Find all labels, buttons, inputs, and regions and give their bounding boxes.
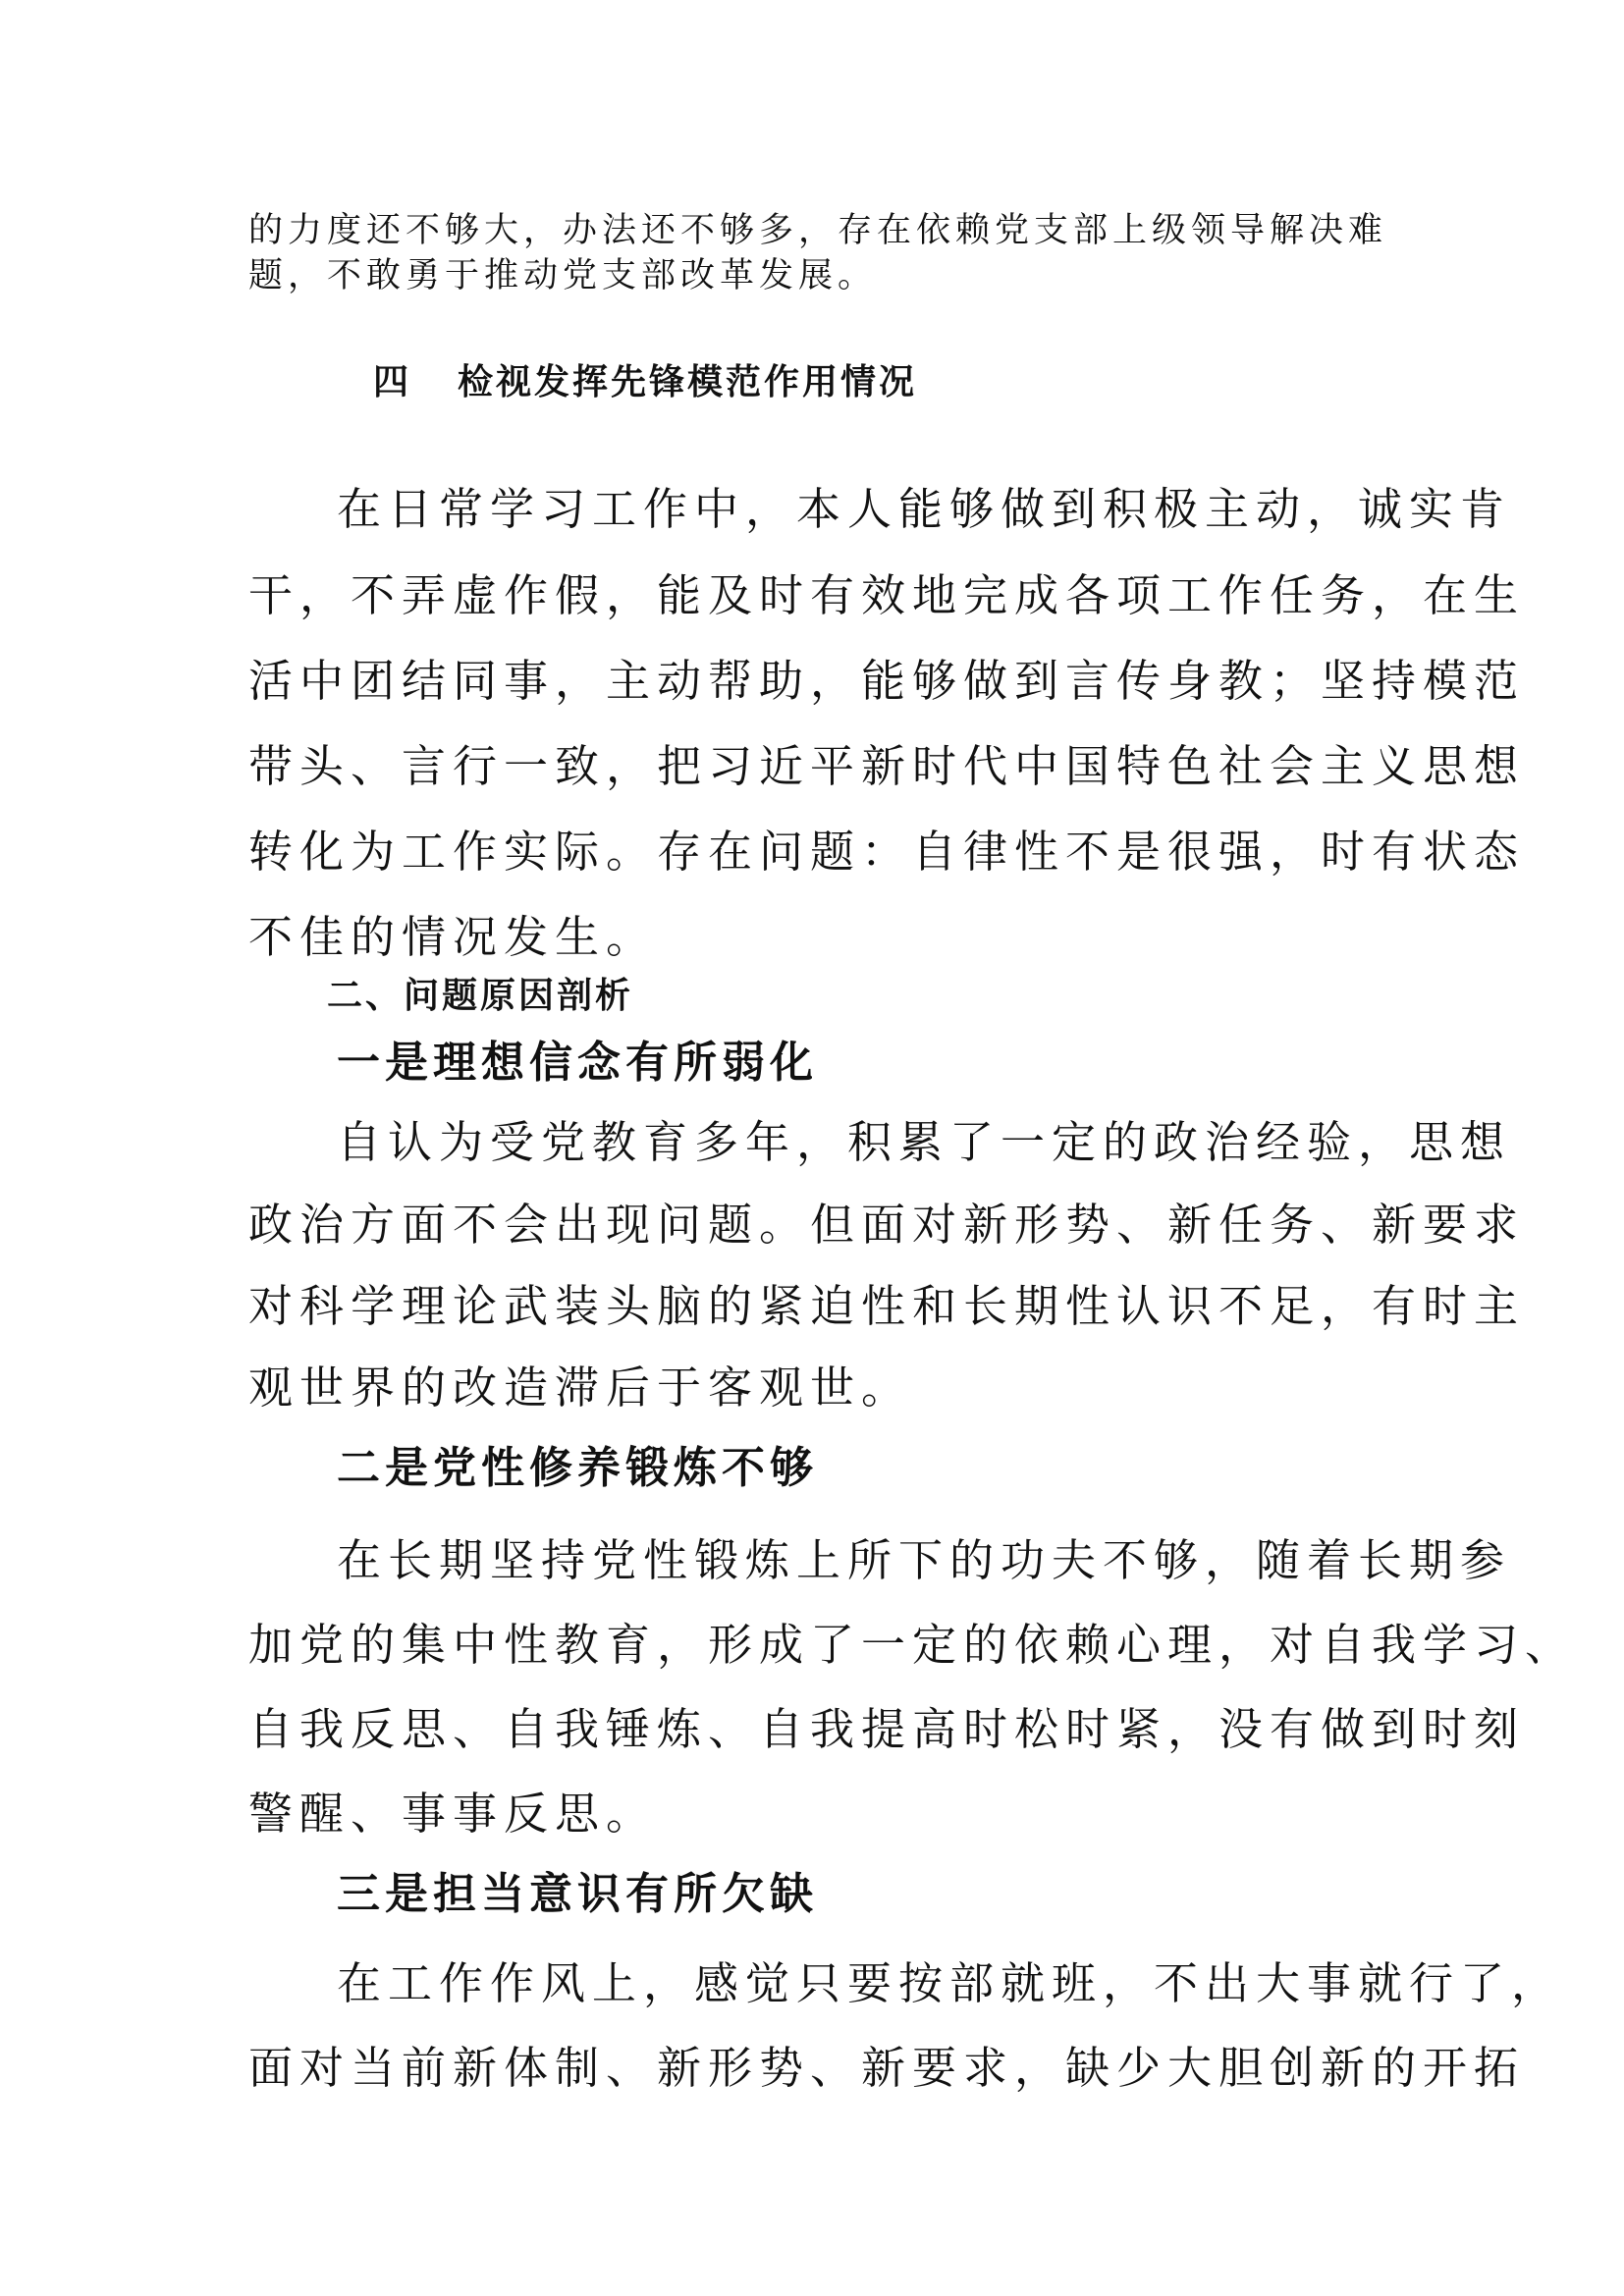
subsection-heading: 三是担当意识有所欠缺: [337, 1869, 818, 1919]
paragraph-line: 面对当前新体制、新形势、新要求，缺少大胆创新的开拓: [248, 2042, 1526, 2094]
paragraph-line: 的力度还不够大，办法还不够多，存在依赖党支部上级领导解决难: [248, 211, 1388, 250]
subsection-heading: 二是党性修养锻炼不够: [337, 1443, 818, 1493]
subsection-heading: 一是理想信念有所弱化: [337, 1038, 818, 1088]
paragraph-line: 在工作作风上，感觉只要按部就班，不出大事就行了，: [337, 1957, 1563, 2009]
section-heading: 二、问题原因剖析: [327, 976, 634, 1016]
paragraph-line: 在日常学习工作中，本人能够做到积极主动，诚实肯: [337, 483, 1512, 535]
section-heading: 检视发挥先锋模范作用情况: [458, 362, 918, 402]
paragraph-line: 加党的集中性教育，形成了一定的依赖心理，对自我学习、: [248, 1619, 1577, 1671]
paragraph-line: 干，不弄虚作假，能及时有效地完成各项工作任务，在生: [248, 569, 1526, 621]
paragraph-line: 不佳的情况发生。: [248, 911, 658, 963]
paragraph-line: 题，不敢勇于推动党支部改革发展。: [248, 256, 878, 295]
paragraph-line: 对科学理论武装头脑的紧迫性和长期性认识不足，有时主: [248, 1280, 1526, 1332]
paragraph-line: 观世界的改造滞后于客观世。: [248, 1362, 913, 1414]
paragraph-line: 政治方面不会出现问题。但面对新形势、新任务、新要求: [248, 1199, 1526, 1251]
section-number: 四: [373, 362, 412, 402]
paragraph-line: 带头、言行一致，把习近平新时代中国特色社会主义思想: [248, 740, 1526, 792]
paragraph-line: 活中团结同事，主动帮助，能够做到言传身教；坚持模范: [248, 655, 1526, 707]
paragraph-line: 警醒、事事反思。: [248, 1788, 658, 1840]
paragraph-line: 自我反思、自我锤炼、自我提高时松时紧，没有做到时刻: [248, 1703, 1526, 1755]
paragraph-line: 在长期坚持党性锻炼上所下的功夫不够，随着长期参: [337, 1534, 1512, 1586]
paragraph-line: 自认为受党教育多年，积累了一定的政治经验，思想: [337, 1116, 1512, 1168]
paragraph-line: 转化为工作实际。存在问题：自律性不是很强，时有状态: [248, 826, 1526, 878]
